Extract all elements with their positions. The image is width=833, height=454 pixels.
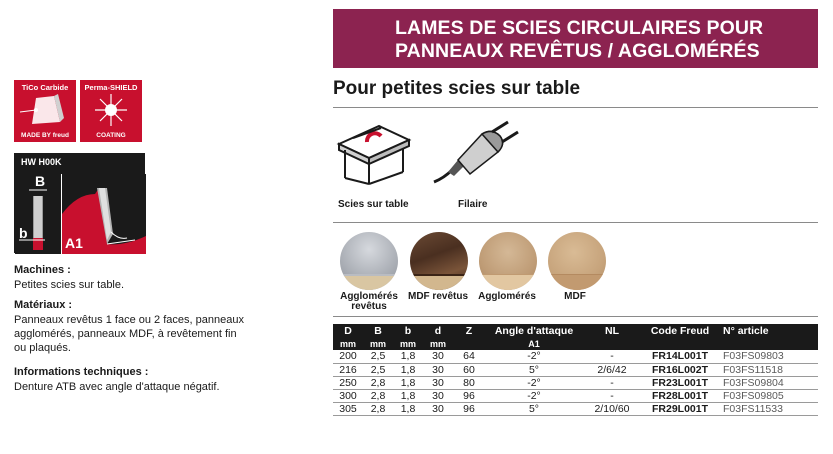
column-header: b — [393, 324, 423, 338]
technical-info-heading: Informations techniques : — [14, 366, 149, 378]
column-header: B — [363, 324, 393, 338]
table-cell: 2/10/60 — [583, 402, 641, 415]
material-label-line: MDF — [564, 291, 586, 302]
table-cell: 30 — [423, 402, 453, 415]
table-cell: 216 — [333, 363, 363, 376]
banner-title-line-1: LAMES DE SCIES CIRCULAIRES POUR — [395, 17, 764, 39]
materials-text-line: Panneaux revêtus 1 face ou 2 faces, panneaux — [14, 314, 244, 326]
materials-heading: Matériaux : — [14, 299, 73, 311]
column-header: N° article — [719, 324, 818, 338]
chipboard-icon — [479, 232, 537, 290]
tico-carbide-badge — [14, 80, 76, 142]
table-cell: - — [583, 376, 641, 389]
table-row — [333, 389, 818, 402]
column-header: d — [423, 324, 453, 338]
article-number-cell: F03FS11533 — [719, 402, 818, 415]
table-cell: - — [583, 350, 641, 363]
table-row — [333, 363, 818, 376]
dimension-B-label: B — [35, 174, 46, 189]
material-label — [545, 292, 605, 302]
category-banner — [333, 9, 818, 68]
table-cell: 1,8 — [393, 363, 423, 376]
table-row — [333, 376, 818, 389]
table-cell: 2/6/42 — [583, 363, 641, 376]
table-units-row — [333, 338, 818, 350]
table-cell: 5° — [485, 402, 583, 415]
article-number-cell: F03FS09803 — [719, 350, 818, 363]
material-label-line: revêtus — [351, 301, 387, 312]
unit-header — [641, 338, 719, 350]
tooth-geometry-diagram — [14, 153, 145, 253]
unit-header: mm — [393, 338, 423, 350]
table-cell: -2° — [485, 389, 583, 402]
mdf-icon — [548, 232, 606, 290]
table-cell: 60 — [453, 363, 485, 376]
technical-info-text: Denture ATB avec angle d'attaque négatif. — [14, 381, 220, 393]
table-cell: 2,8 — [363, 402, 393, 415]
table-cell: 1,8 — [393, 350, 423, 363]
coating-shine-icon — [80, 92, 142, 130]
table-cell: 30 — [423, 350, 453, 363]
table-row — [333, 402, 818, 415]
article-number-cell: F03FS09805 — [719, 389, 818, 402]
column-header: Angle d'attaque — [485, 324, 583, 338]
power-plug-icon — [430, 120, 520, 186]
table-header-row — [333, 324, 818, 338]
angle-A1-label: A1 — [65, 235, 83, 251]
tico-badge-title: TiCo Carbide — [21, 83, 69, 92]
unit-header: A1 — [485, 338, 583, 350]
table-cell: - — [583, 389, 641, 402]
technical-info-section — [14, 365, 314, 394]
table-cell: 1,8 — [393, 389, 423, 402]
material-label — [404, 292, 472, 302]
banner-title-line-2: PANNEAUX REVÊTUS / AGGLOMÉRÉS — [395, 40, 760, 62]
table-cell: 96 — [453, 389, 485, 402]
materials-text-line: agglomérés, panneaux MDF, à revêtement fin — [14, 328, 237, 340]
column-header: Code Freud — [641, 324, 719, 338]
table-cell: -2° — [485, 350, 583, 363]
perma-badge-coating: COATING — [96, 132, 126, 139]
article-number-cell: F03FS11518 — [719, 363, 818, 376]
table-cell: 30 — [423, 363, 453, 376]
spec-table — [333, 324, 818, 416]
freud-code-cell: FR23L001T — [641, 376, 719, 389]
divider — [333, 316, 818, 317]
material-label-line: MDF revêtus — [407, 291, 468, 302]
column-header: NL — [583, 324, 641, 338]
table-cell: 2,5 — [363, 363, 393, 376]
freud-code-cell: FR16L002T — [641, 363, 719, 376]
divider — [333, 107, 818, 108]
unit-header — [719, 338, 818, 350]
material-label-line: Agglomérés — [478, 291, 536, 302]
freud-code-cell: FR14L001T — [641, 350, 719, 363]
table-cell: -2° — [485, 376, 583, 389]
unit-header — [453, 338, 485, 350]
table-cell: 1,8 — [393, 376, 423, 389]
unit-header: mm — [363, 338, 393, 350]
table-cell: 300 — [333, 389, 363, 402]
article-number-cell: F03FS09804 — [719, 376, 818, 389]
dimension-b-label: b — [19, 225, 28, 241]
column-header: D — [333, 324, 363, 338]
table-cell: 80 — [453, 376, 485, 389]
table-cell: 96 — [453, 402, 485, 415]
coated-mdf-icon — [410, 232, 468, 290]
table-cell: 250 — [333, 376, 363, 389]
carbide-tooth-icon — [14, 92, 76, 130]
materials-section — [14, 298, 314, 355]
perma-badge-title: Perma-SHIELD — [84, 83, 138, 92]
machines-heading: Machines : — [14, 264, 71, 276]
perma-shield-badge — [80, 80, 142, 142]
table-cell: 2,8 — [363, 389, 393, 402]
materials-text-line: ou plaqués. — [14, 342, 71, 354]
material-label — [474, 292, 540, 302]
table-saw-icon — [333, 120, 413, 186]
table-cell: 2,5 — [363, 350, 393, 363]
material-label-line: Agglomérés — [340, 291, 398, 302]
section-title: Pour petites scies sur table — [333, 78, 581, 99]
column-header: Z — [453, 324, 485, 338]
coated-board-icon — [340, 232, 398, 290]
table-cell: 30 — [423, 376, 453, 389]
unit-header: mm — [333, 338, 363, 350]
machines-text: Petites scies sur table. — [14, 279, 125, 291]
table-cell: 305 — [333, 402, 363, 415]
table-cell: 30 — [423, 389, 453, 402]
freud-code-cell: FR29L001T — [641, 402, 719, 415]
table-cell: 2,8 — [363, 376, 393, 389]
tooth-profile-icon — [15, 174, 146, 254]
table-cell: 64 — [453, 350, 485, 363]
unit-header: mm — [423, 338, 453, 350]
table-cell: 200 — [333, 350, 363, 363]
table-saw-label: Scies sur table — [338, 199, 409, 210]
freud-code-cell: FR28L001T — [641, 389, 719, 402]
tooth-geometry-title: HW H00K — [21, 157, 62, 167]
tico-badge-maker: MADE BY freud — [21, 132, 69, 139]
corded-label: Filaire — [458, 199, 488, 210]
table-cell: 1,8 — [393, 402, 423, 415]
material-label — [333, 292, 405, 312]
machines-section — [14, 263, 314, 292]
table-row — [333, 350, 818, 363]
divider — [333, 222, 818, 223]
table-cell: 5° — [485, 363, 583, 376]
unit-header — [583, 338, 641, 350]
